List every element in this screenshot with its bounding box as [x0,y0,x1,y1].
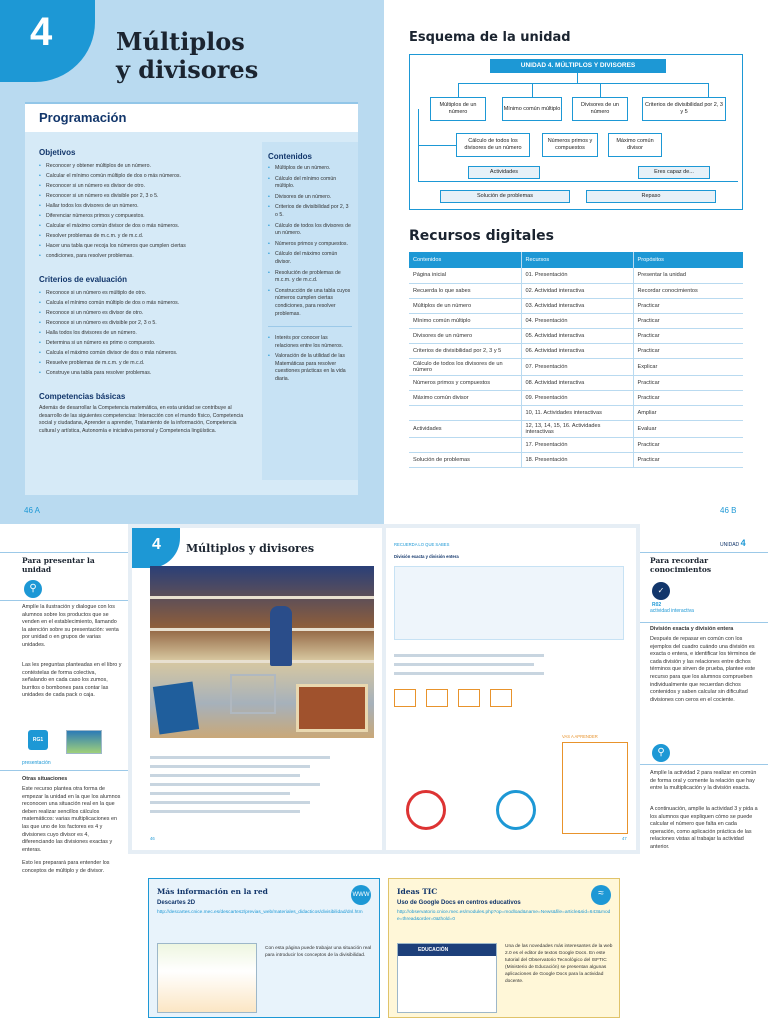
list-item: • Interés por conocer las relaciones entre los números. [268,335,352,350]
table-row [409,375,743,390]
diagram-connector [708,83,709,97]
competencias-heading: Competencias básicas [39,392,126,401]
list-item: • Halla todos los divisores de un número. [39,328,249,338]
checklist-icon[interactable]: ✓ [652,582,670,600]
diagram-connector [418,181,738,182]
unit-number-badge: 4 [132,528,180,568]
table-cell: Cálculo de todos los divisores de un número [409,358,521,375]
section-label: RECUERDA LO QUE SABES [394,542,450,547]
list-item: • Cálculo del mínimo común múltiplo. [268,176,352,191]
list-item: • Calcula el máximo común divisor de dos o más números. [39,348,249,358]
unit-title [116,28,258,84]
number-box [490,689,512,707]
text-placeholder [150,792,290,795]
list-item: • Determina si un número es primo o compuesto. [39,338,249,348]
table-cell: Actividades [409,420,521,437]
book-questions [150,756,350,813]
box-subheading: Uso de Google Docs en centros educativos [397,900,521,906]
box-text: Con esta página puede trabajar una situación real para introducir los conceptos de la divisibilidad. [265,946,372,958]
table-cell: Solución de problemas [409,452,521,467]
table-cell: 18. Presentación [521,452,633,467]
photo-detail [296,684,368,732]
table-row [409,452,743,467]
unit-label: UNIDAD 4 [720,538,746,548]
table-cell: Mínimo común múltiplo [409,313,521,328]
text-placeholder [150,810,300,813]
diagram-connector [600,83,601,97]
photo-detail [270,606,292,666]
list-item: • Reconoce si un número es múltiplo de otro. [39,288,249,298]
student-page-right [386,528,636,850]
right-guide-column [640,524,768,1024]
www-icon: WWW [351,885,371,905]
resource-icon[interactable]: RG1 [28,730,48,750]
table-cell: Ampliar [633,405,743,420]
list-item: • Criterios de divisibilidad por 2, 3 o 5. [268,204,352,219]
table-cell: 08. Actividad interactiva [521,375,633,390]
programacion-left-column [39,142,249,435]
table-header: Recursos [521,252,633,268]
diagram-connector [418,145,456,146]
photo-detail [230,674,276,714]
table-cell: Máximo común divisor [409,390,521,405]
table-row [409,313,743,328]
text-placeholder [150,801,310,804]
table-cell: Practicar [633,313,743,328]
list-item: • Divisores de un número. [268,194,352,202]
list-item: • Resolver problemas de m.c.m. y de m.c.d. [39,231,249,241]
table-cell: 05. Actividad interactiva [521,328,633,343]
table-cell: Practicar [633,437,743,452]
text-placeholder [150,765,310,768]
diagram-node: Múltiplos de un número [430,97,486,121]
list-item: • Cálculo de todos los divisores de un número. [268,223,352,238]
number-box [394,689,416,707]
objetivos-heading: Objetivos [39,148,76,157]
section-heading: División exacta y división entera [394,554,459,559]
table-cell: 07. Presentación [521,358,633,375]
table-cell [409,405,521,420]
box-subheading: Descartes 2D [157,900,196,906]
criterios-list [39,288,249,378]
table-cell: 04. Presentación [521,313,633,328]
unit-number-badge: 4 [0,0,95,82]
esquema-page [384,0,768,524]
division-example-box [394,566,624,640]
diagram-node: Solución de problemas [440,190,570,203]
table-cell: Página inicial [409,268,521,283]
divider [0,770,128,771]
list-item: • Diferenciar números primos y compuestos. [39,211,249,221]
list-item: • Construcción de una tabla cuyos números cumplen ciertas condiciones, para resolver problemas. [268,288,352,318]
website-thumbnail[interactable] [397,943,497,1013]
thumbnail-header: EDUCACIÓN [398,944,496,956]
table-cell: Números primos y compuestos [409,375,521,390]
table-header-row [409,252,743,268]
table-cell: Practicar [633,452,743,467]
student-page-left [132,528,382,850]
list-item: • Reconoce si un número es divisible por 2, 3 o 5. [39,318,249,328]
text-placeholder [150,774,300,777]
more-info-box [148,878,380,1018]
list-item: • Reconoce si un número es divisor de otro. [39,308,249,318]
diagram-title: UNIDAD 4. MÚLTIPLOS Y DIVISORES [490,59,666,73]
table-cell: Practicar [633,375,743,390]
guide-subheading: División exacta y división entera [650,626,734,632]
table-cell: Divisores de un número [409,328,521,343]
diagram-connector [577,73,578,83]
list-item: • Calcula el mínimo común múltiplo de dos o más números. [39,298,249,308]
divider [0,552,128,553]
left-guide-column [0,524,128,1024]
photo-detail [150,660,374,663]
table-cell [409,437,521,452]
photo-detail [150,596,374,599]
divider [640,552,768,553]
table-row [409,328,743,343]
table-cell: Practicar [633,343,743,358]
competencias-text: Además de desarrollar la Competencia matemática, en esta unidad se contribuye al desarrollo de las siguientes competencias: Interacción con el mundo físico, Competencia social y ciudadana, Aprender a aprender, Tratamiento de la información, Competencia cultural y artística, Autonomía e iniciativa personal y Competencia lingüística. [39,405,244,434]
guide-text: Este recurso plantea otra forma de empezar la unidad en la que los alumnos reconocen una situación real en la que deben realizar sencillos cálculos matemáticos: varias multiplicaciones en las que uno de los factores es 4 y divisiones cuyo divisor es 4, diferenciando las divisiones exactas y enteras. [22,786,121,853]
recursos-table [409,252,743,468]
presentation-thumbnail[interactable] [66,730,102,754]
contenidos-list [268,165,352,318]
list-item: • Reconocer si un número es divisor de otro. [39,181,249,191]
book-title: Múltiplos y divisores [186,542,315,555]
table-cell: Recordar conocimientos [633,283,743,298]
list-item: • Hallar todos los divisores de un número. [39,201,249,211]
diagram-connector [458,83,459,97]
resource-label: presentación [22,760,51,766]
diagram-node: Mínimo común múltiplo [502,97,562,121]
table-row [409,437,743,452]
box-text: Una de las novedades más interesantes de la web 2.0 es el editor de textos Google Docs. En este tutorial del Observatorio Tecnológico del ISFTIC (Ministerio de Educación) se presentan algunas aplicaciones de Google Docs para la actividad docente. [505,944,613,984]
table-cell: Practicar [633,328,743,343]
table-cell: 12, 13, 14, 15, 16. Actividades interactivas [521,420,633,437]
recursos-heading: Recursos digitales [409,228,555,244]
external-link[interactable]: http://observatorio.cnice.mec.es/modules.php?op=modload&name=News&file=article&sid=643&mode=thread&order=0&thold=0 [397,910,611,922]
box-heading: Más información en la red [157,887,268,896]
table-header: Contenidos [409,252,521,268]
table-cell: Practicar [633,298,743,313]
objetivos-list [39,161,249,261]
guide-heading: Para recordar conocimientos [650,556,712,574]
table-cell: 01. Presentación [521,268,633,283]
web-resources [148,854,620,1024]
table-row [409,298,743,313]
ideas-tic-box [388,878,620,1018]
list-item: • condiciones, para resolver problemas. [39,251,249,261]
programacion-page [0,0,384,524]
divider [640,622,768,623]
table-cell: Recuerda lo que sabes [409,283,521,298]
list-item: • Reconocer y obtener múltiplos de un número. [39,161,249,171]
guide-text: Las les preguntas planteadas en el libro y contéstelas de forma colectiva, señalando en cada caso los zumos, burritos o bombones para contar las unidades de cada pack o caja. [22,662,122,699]
table-row [409,420,743,437]
student-book-pages [128,524,640,854]
supermarket-photo [150,566,374,738]
divider [640,764,768,765]
number-box [426,689,448,707]
box-heading: Ideas TIC [397,887,438,896]
text-placeholder [150,756,330,759]
photo-detail [153,681,199,734]
unit-title-line1: Múltiplos [116,27,245,56]
programacion-panel [25,102,358,495]
diagram-node: Divisores de un número [572,97,628,121]
guide-text: Amplíe la actividad 2 para realizar en común de forma oral y comente la relación que hay entre la multiplicación y la división exacta. [650,770,757,792]
table-row [409,358,743,375]
text-placeholder [150,783,320,786]
list-item: • Reconocer si un número es divisible por 2, 3 o 5. [39,191,249,201]
diagram-node: Números primos y compuestos [542,133,598,157]
section-label: VAS A APRENDER [562,734,598,739]
table-row [409,343,743,358]
table-cell: Practicar [633,390,743,405]
contenidos-heading: Contenidos [268,152,312,161]
diagram-node: Repaso [586,190,716,203]
table-cell: 10, 11. Actividades interactivas [521,405,633,420]
list-item: • Calcular el máximo común divisor de dos o más números. [39,221,249,231]
table-cell: 02. Actividad interactiva [521,283,633,298]
book-spread [0,524,768,1024]
table-row [409,390,743,405]
guide-text: Después de repasar en común con los ejemplos del cuadro cuándo una división es exacta o entera, e identificar los términos de cada división y las relaciones entre dichos términos que sirven de prueba, plantee este recurso para que los alumnos comprueben individualmente que recuerdan dichos contenidos y saben calcular sin dificultad divisiones con ceros en el cociente. [650,636,756,703]
contenidos-column [262,142,358,480]
magnifier-icon: ⚲ [24,580,42,598]
exercise-lines [394,654,554,707]
table-row [409,405,743,420]
guide-text: A continuación, amplíe la actividad 3 y pida a los alumnos que expliquen cómo se puede calcular el número que falta en cada operación, como aplicación práctica de las relaciones vistas al trabajar la actividad anterior. [650,806,758,850]
website-thumbnail[interactable] [157,943,257,1013]
guide-text: Esto les preparará para entender los conceptos de múltiplo y de divisor. [22,860,110,874]
list-item: • Construye una tabla para resolver problemas. [39,368,249,378]
table-header: Propósitos [633,252,743,268]
text-placeholder [394,663,534,666]
magnifier-icon: ⚲ [652,744,670,762]
table-cell: Criterios de divisibilidad por 2, 3 y 5 [409,343,521,358]
resource-label: actividad interactiva [650,608,694,614]
list-item: • Valoración de la utilidad de las Matemáticas para resolver cuestiones prácticas en la vida diaria. [268,353,352,383]
guide-subheading: Otras situaciones [22,776,68,782]
page-number: 46 A [24,506,41,515]
table-cell: 17. Presentación [521,437,633,452]
list-item: • Resuelve problemas de m.c.m. y de m.c.d. [39,358,249,368]
book-caption [150,744,350,750]
table-cell: 09. Presentación [521,390,633,405]
recursos-table-body [409,268,743,467]
list-item: • Calcular el mínimo común múltiplo de dos o más números. [39,171,249,181]
divider [268,326,352,327]
criterios-heading: Criterios de evaluación [39,275,128,284]
external-link[interactable]: http://descartes.cnice.mec.es/descartes2/previas_web/materiales_didacticos/divisibilidad/dnl.htm [157,910,363,915]
diagram-connector [458,83,708,84]
list-item: • Hacer una tabla que recoja los números que cumplen ciertas [39,241,249,251]
guide-text: Amplíe la ilustración y dialogue con los alumnos sobre los productos que se venden en el establecimiento, llamando la atención sobre su presentación: venta por unidad o en grupos de varias unidades. [22,604,119,648]
page-number: 46 [150,836,155,841]
list-item: • Números primos y compuestos. [268,241,352,249]
table-row [409,268,743,283]
programacion-heading: Programación [25,102,358,132]
table-cell: Explicar [633,358,743,375]
resource-code: R02 [652,602,662,608]
table-cell: Presentar la unidad [633,268,743,283]
diagram-node: Cálculo de todos los divisores de un número [456,133,530,157]
page-number: 46 B [720,506,737,515]
diagram-connector [532,83,533,97]
table-row [409,283,743,298]
divider [0,600,128,601]
table-cell: 03. Actividad interactiva [521,298,633,313]
flower-diagram [406,790,446,830]
list-item: • Cálculo del máximo común divisor. [268,251,352,266]
list-item: • Múltiplos de un número. [268,165,352,173]
list-item: • Resolución de problemas de m.c.m. y de m.c.d. [268,270,352,285]
diagram-node: Actividades [468,166,540,179]
text-placeholder [394,654,544,657]
wave-icon: ≈ [591,885,611,905]
guide-heading: Para presentar la unidad [22,556,95,574]
unit-diagram [409,54,743,210]
unit-title-line2: y divisores [116,55,259,84]
table-cell: 06. Actividad interactiva [521,343,633,358]
page-number: 47 [622,836,627,841]
text-placeholder [394,672,544,675]
table-cell: Evaluar [633,420,743,437]
photo-detail [150,628,374,631]
actitudes-list [268,335,352,384]
esquema-heading: Esquema de la unidad [409,30,571,45]
diagram-node: Máximo común divisor [608,133,662,157]
flower-diagram [496,790,536,830]
number-box [458,689,480,707]
diagram-node: Eres capaz de... [638,166,710,179]
learning-goals-box [562,742,628,834]
number-boxes [394,689,554,707]
table-cell: Múltiplos de un número [409,298,521,313]
diagram-node: Criterios de divisibilidad por 2, 3 y 5 [642,97,726,121]
